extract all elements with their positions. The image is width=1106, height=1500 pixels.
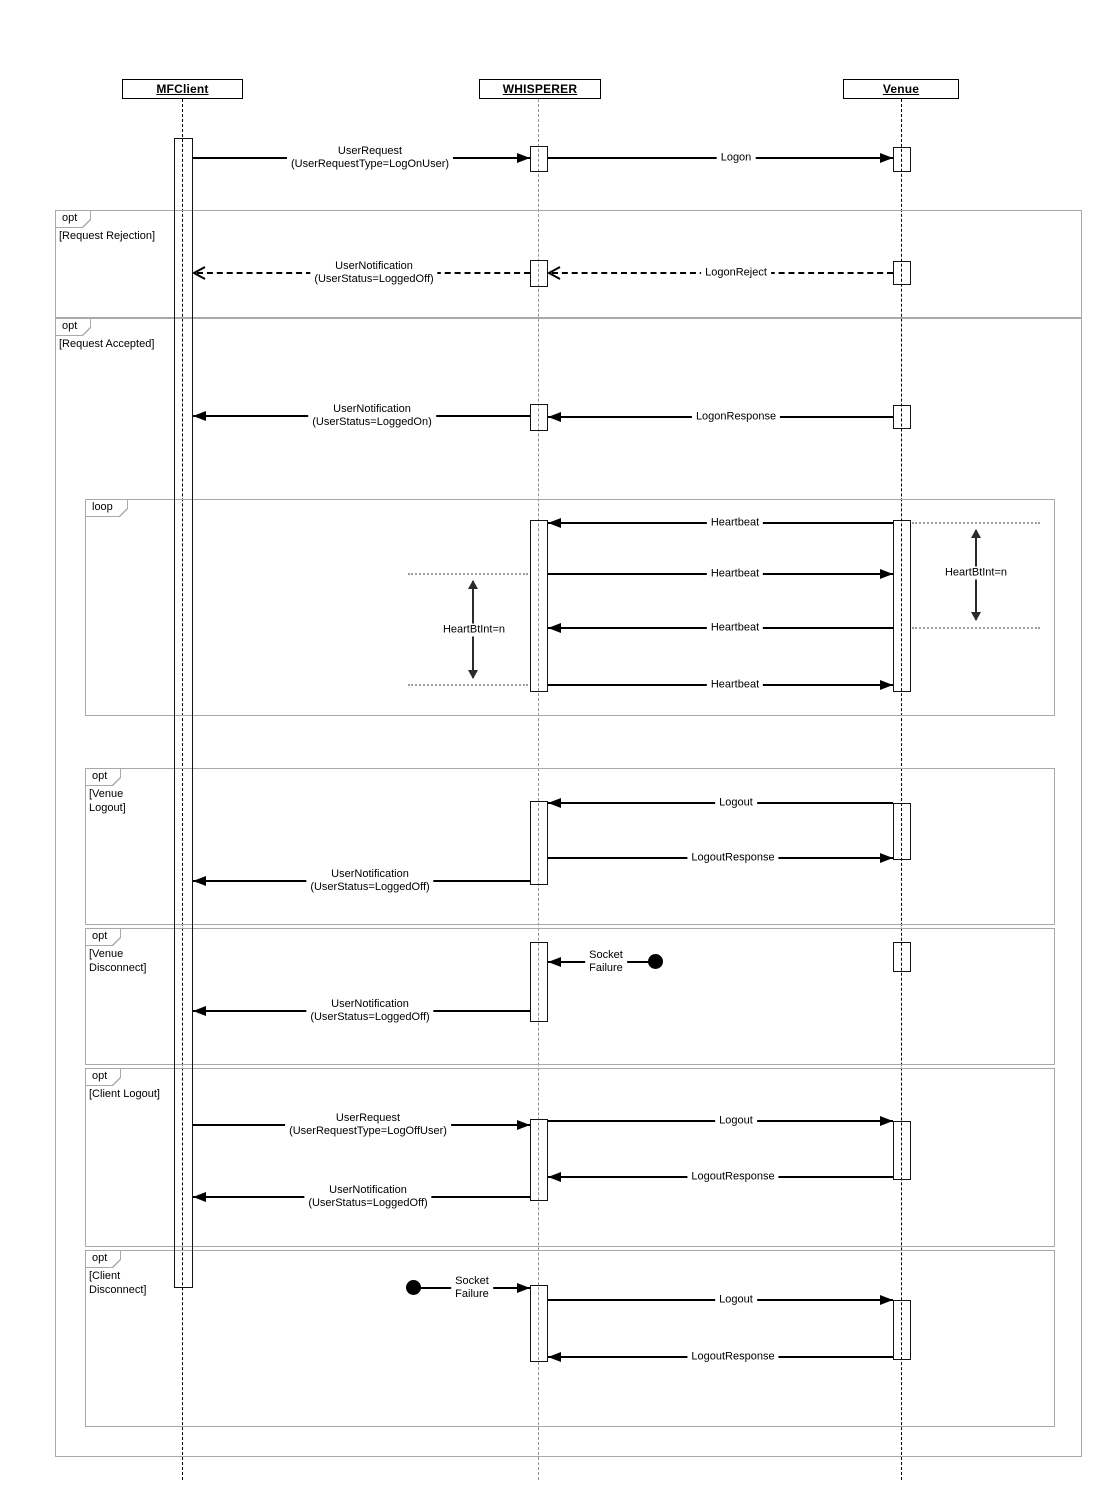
message-label: LogonReject	[701, 267, 771, 280]
fragment-operator-tab	[85, 499, 128, 517]
arrowhead-icon	[193, 1006, 206, 1016]
interval-arrow-down-icon	[971, 612, 981, 621]
message-label: UserNotification (UserStatus=LoggedOn)	[308, 403, 436, 429]
arrowhead-icon	[880, 680, 893, 690]
arrowhead-icon	[880, 153, 893, 163]
activation-bar	[893, 942, 911, 972]
message-label: Socket Failure	[585, 949, 627, 975]
fragment-operator-label: opt	[92, 770, 108, 782]
interval-guide-line	[912, 627, 1040, 629]
fragment-operator-tab	[85, 1250, 121, 1268]
fragment-guard-label: [Venue Logout]	[89, 788, 126, 814]
fragment-guard-label: [Client Logout]	[89, 1088, 160, 1100]
interval-arrow-up-icon	[468, 580, 478, 589]
lifeline-header-venue: Venue	[843, 79, 959, 99]
message-label: Heartbeat	[707, 568, 763, 581]
fragment-operator-label: opt	[62, 212, 78, 224]
fragment-guard-label: [Request Accepted]	[59, 338, 155, 350]
interval-guide-line	[408, 573, 528, 575]
arrowhead-icon	[517, 1120, 530, 1130]
arrowhead-icon	[880, 569, 893, 579]
activation-bar	[530, 942, 548, 1022]
arrowhead-icon	[548, 1172, 561, 1182]
message-label: LogonResponse	[692, 411, 780, 424]
socket-failure-endpoint-icon	[406, 1280, 421, 1295]
message-label: UserNotification (UserStatus=LoggedOff)	[304, 1184, 431, 1210]
interval-guide-line	[912, 522, 1040, 524]
arrowhead-icon	[880, 1295, 893, 1305]
message-label: UserNotification (UserStatus=LoggedOff)	[306, 868, 433, 894]
arrowhead-icon	[880, 1116, 893, 1126]
activation-bar	[530, 146, 548, 172]
message-label: UserRequest (UserRequestType=LogOffUser)	[285, 1112, 451, 1138]
arrowhead-icon	[517, 153, 530, 163]
open-arrowhead-icon	[546, 265, 562, 281]
fragment-operator-tab	[55, 210, 91, 228]
interval-label: HeartBtInt=n	[941, 567, 1011, 580]
message-label: Heartbeat	[707, 679, 763, 692]
arrowhead-icon	[548, 798, 561, 808]
fragment-operator-label: opt	[62, 320, 78, 332]
activation-bar	[893, 1300, 911, 1360]
message-label: UserRequest (UserRequestType=LogOnUser)	[287, 145, 453, 171]
fragment-operator-tab	[85, 1068, 121, 1086]
interval-label: HeartBtInt=n	[439, 624, 509, 637]
message-label: Heartbeat	[707, 622, 763, 635]
activation-bar	[893, 405, 911, 429]
message-label: UserNotification (UserStatus=LoggedOff)	[306, 998, 433, 1024]
activation-bar	[530, 1119, 548, 1201]
arrowhead-icon	[193, 876, 206, 886]
arrowhead-icon	[193, 1192, 206, 1202]
activation-bar	[530, 1285, 548, 1362]
activation-bar	[174, 138, 193, 1288]
activation-bar	[893, 261, 911, 285]
arrowhead-icon	[548, 518, 561, 528]
arrowhead-icon	[517, 1283, 530, 1293]
fragment-guard-label: [Venue Disconnect]	[89, 948, 147, 974]
activation-bar	[893, 803, 911, 860]
arrowhead-icon	[548, 412, 561, 422]
arrowhead-icon	[193, 411, 206, 421]
message-label: Logon	[717, 152, 756, 165]
fragment-frame-opt-0	[55, 210, 1082, 318]
activation-bar	[893, 1121, 911, 1180]
arrowhead-icon	[548, 1352, 561, 1362]
lifeline-header-mfclient: MFClient	[122, 79, 243, 99]
arrowhead-icon	[880, 853, 893, 863]
arrowhead-icon	[548, 623, 561, 633]
message-label: Logout	[715, 797, 757, 810]
fragment-operator-label: opt	[92, 1252, 108, 1264]
message-label: Heartbeat	[707, 517, 763, 530]
fragment-operator-label: loop	[92, 501, 113, 513]
message-label: LogoutResponse	[687, 852, 778, 865]
fragment-guard-label: [Client Disconnect]	[89, 1270, 147, 1296]
interval-arrow-down-icon	[468, 670, 478, 679]
interval-guide-line	[408, 684, 528, 686]
message-label: LogoutResponse	[687, 1351, 778, 1364]
fragment-operator-tab	[55, 318, 91, 336]
fragment-operator-label: opt	[92, 930, 108, 942]
activation-bar	[893, 147, 911, 172]
fragment-operator-label: opt	[92, 1070, 108, 1082]
lifeline-header-whisperer: WHISPERER	[479, 79, 601, 99]
activation-bar	[530, 801, 548, 885]
message-label: UserNotification (UserStatus=LoggedOff)	[310, 260, 437, 286]
fragment-operator-tab	[85, 768, 121, 786]
fragment-guard-label: [Request Rejection]	[59, 230, 155, 242]
fragment-operator-tab	[85, 928, 121, 946]
interval-arrow-up-icon	[971, 529, 981, 538]
message-label: LogoutResponse	[687, 1171, 778, 1184]
activation-bar	[530, 520, 548, 692]
message-label: Socket Failure	[451, 1275, 493, 1301]
socket-failure-endpoint-icon	[648, 954, 663, 969]
arrowhead-icon	[548, 957, 561, 967]
open-arrowhead-icon	[191, 265, 207, 281]
activation-bar	[530, 404, 548, 431]
activation-bar	[893, 520, 911, 692]
message-label: Logout	[715, 1115, 757, 1128]
message-label: Logout	[715, 1294, 757, 1307]
